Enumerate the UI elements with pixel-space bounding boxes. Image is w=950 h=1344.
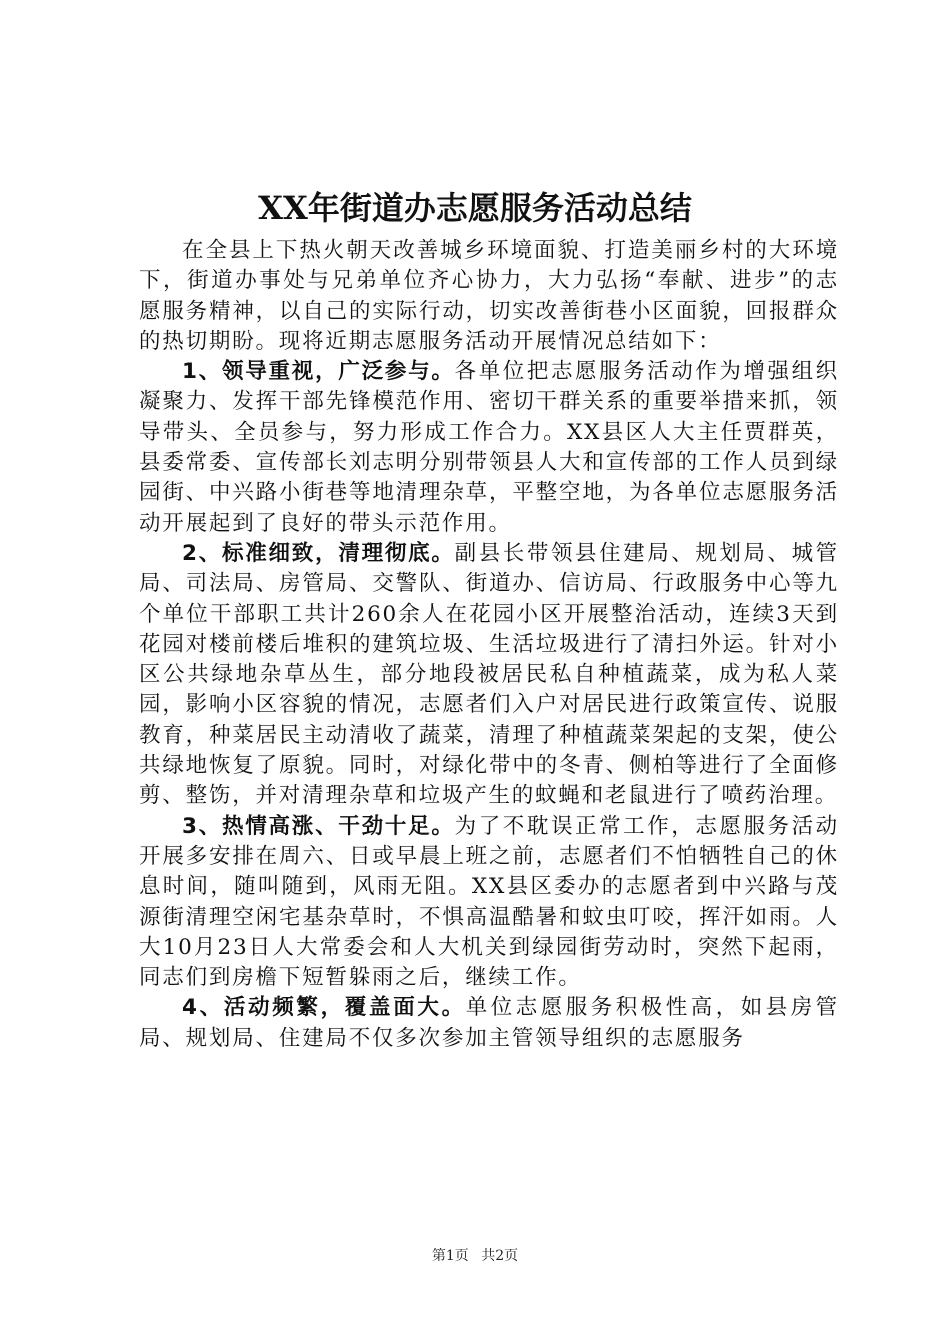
section-text-2: 副县长带领县住建局、规划局、城管局、司法局、房管局、交警队、街道办、信访局、行政服务中心等九个单位干部职工共计260余人在花园小区开展整治活动，连续3天到花园对楼前楼后堆积的建筑垃圾、生活垃圾进行了清扫外运。针对小区公共绿地杂草丛生，部分地段被居民私自种植蔬菜，成为私人菜园，影响小区容貌的情况，志愿者们入户对居民进行政策宣传、说服教育，种菜居民主动清收了蔬菜，清理了种植蔬菜架起的支架，使公共绿地恢复了原貌。同时，对绿化带中的冬青、侧柏等进行了全面修剪、整饬，并对清理杂草和垃圾产生的蚊蝇和老鼠进行了喷药治理。: [139, 540, 839, 809]
section-heading-2: 2、标准细致，清理彻底。: [182, 540, 455, 566]
section-heading-3: 3、热情高涨、干劲十足。: [182, 813, 455, 839]
section-paragraph-1: [139, 357, 839, 539]
section-paragraph-2: [139, 539, 839, 812]
intro-paragraph: 在全县上下热火朝天改善城乡环境面貌、打造美丽乡村的大环境下，街道办事处与兄弟单位齐心协力，大力弘扬“奉献、进步”的志愿服务精神，以自己的实际行动，切实改善街巷小区面貌，回报群众的热切期盼。现将近期志愿服务活动开展情况总结如下：: [139, 238, 839, 354]
page-total: 共2页: [481, 1248, 519, 1264]
section-heading-4: 4、活动频繁，覆盖面大。: [182, 995, 466, 1021]
page-number: 第1页: [431, 1248, 469, 1264]
document-title: XX年街道办志愿服务活动总结: [258, 189, 692, 227]
page-footer: [0, 1246, 950, 1266]
section-paragraph-4: [139, 993, 839, 1054]
section-text-1: 各单位把志愿服务活动作为增强组织凝聚力、发挥干部先锋模范作用、密切干群关系的重要举措来抓，领导带头、全员参与，努力形成工作合力。XX县区人大主任贾群英，县委常委、宣传部长刘志明分别带领县人大和宣传部的工作人员到绿园街、中兴路小街巷等地清理杂草，平整空地，为各单位志愿服务活动开展起到了良好的带头示范作用。: [139, 359, 839, 536]
section-heading-1: 1、领导重视，广泛参与。: [182, 359, 455, 385]
section-text-4: 单位志愿服务积极性高，如县房管局、规划局、住建局不仅多次参加主管领导组织的志愿服务: [139, 995, 839, 1051]
document-body: [139, 236, 839, 1054]
section-paragraph-3: [139, 812, 839, 994]
section-text-3: 为了不耽误正常工作，志愿服务活动开展多安排在周六、日或早晨上班之前，志愿者们不怕牺牲自己的休息时间，随叫随到，风雨无阻。XX县区委办的志愿者到中兴路与茂源街清理空闲宅基杂草时，不惧高温酷暑和蚊虫叮咬，挥汗如雨。人大10月23日人大常委会和人大机关到绿园街劳动时，突然下起雨，同志们到房檐下短暂躲雨之后，继续工作。: [139, 813, 839, 991]
